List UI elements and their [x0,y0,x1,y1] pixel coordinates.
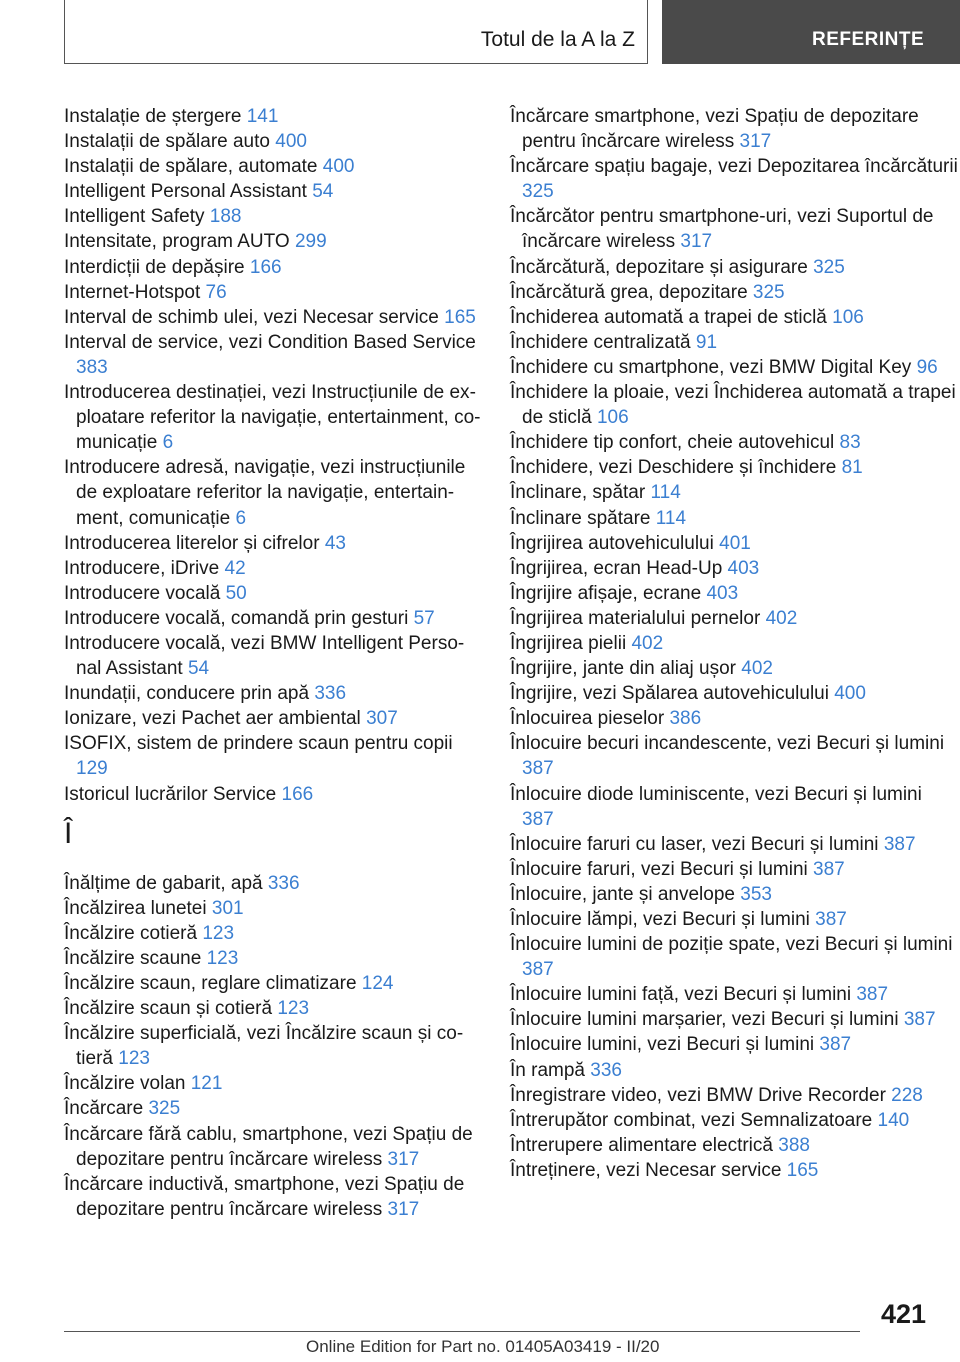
footer-edition: Online Edition for Part no. 01405A03419 - II/20 [306,1337,660,1356]
index-entry [510,330,958,355]
index-entry-page-link[interactable]: 76 [205,281,227,303]
index-entry-page-link[interactable]: 124 [361,973,394,994]
index-entry [64,971,482,996]
index-entry-text: Înlocuire lumini față, vezi Becuri și lumini [510,984,857,1006]
index-entry [64,946,482,971]
index-entry-text: Îngrijirea materialului pernelor [510,607,766,629]
index-entry-page-link[interactable]: 6 [235,507,247,529]
index-entry-page-link[interactable]: 387 [815,909,847,930]
index-entry-text: Înălțime de gabarit, apă [64,872,268,894]
index-entry-page-link[interactable]: 91 [695,331,718,353]
index-entry-page-link[interactable]: 42 [224,557,246,579]
index-entry-text: Înclinare, spătar [510,482,651,504]
index-entry-text: Interval de service, vezi Condition Based Service [64,331,476,353]
index-entry-page-link[interactable]: 387 [903,1009,936,1031]
index-entry-text: Îngrijirea, ecran Head-Up [510,557,728,579]
index-entry-text: Înlocuire lumini marșarier, vezi Becuri și lumini [510,1009,904,1031]
index-entry [510,882,958,907]
index-entry [510,255,958,280]
index-list-i-circumflex [64,871,482,1222]
index-column-right [510,104,958,1183]
index-entry-text: Înlocuire becuri incandescente, vezi Becuri și lumini [510,733,945,755]
index-entry-text: Închidere cu smartphone, vezi BMW Digital Key [510,356,917,378]
index-entry-text: Inundații, conducere prin apă [64,683,315,705]
index-entry-text: Închiderea automată a trapei de sticlă [510,306,833,328]
index-entry-text: Înlocuire lămpi, vezi Becuri și lumini [510,909,816,930]
index-entry-text: Încărcare spațiu bagaje, vezi Depozitarea încărcăturii [510,156,958,178]
index-entry-page-link[interactable]: 402 [741,658,773,680]
index-entry-page-link[interactable]: 388 [778,1134,810,1156]
index-entry-page-link[interactable]: 54 [312,181,334,203]
index-letter-heading: Î [64,816,73,850]
index-entry-text: Intelligent Personal Assistant [64,181,313,203]
index-entry-text: Introducerea literelor și cifrelor [64,532,325,554]
index-entry-page-link[interactable]: 383 [76,356,108,378]
index-entry-text: Încărcare [64,1098,149,1120]
index-list-i [64,104,482,807]
index-entry-page-link[interactable]: 123 [118,1048,150,1070]
index-entry [64,179,482,204]
index-entry-page-link[interactable]: 96 [916,356,938,378]
index-entry [64,896,482,921]
header-chapter-tab [662,0,960,64]
index-entry-page-link[interactable]: 325 [813,256,845,278]
index-entry-page-link[interactable]: 317 [680,231,713,253]
index-entry [64,330,482,380]
index-entry [64,631,482,681]
index-entry-text: Introducere vocală [64,582,226,604]
index-entry-text: Încălzire cotieră [64,922,203,944]
index-entry-text: Introducere vocală, vezi BMW Intelligent Personal Assistant [64,632,465,680]
index-entry [510,681,958,706]
index-entry-page-link[interactable]: 353 [740,883,772,905]
index-entry-page-link[interactable]: 317 [387,1148,420,1170]
index-entry [510,1007,958,1032]
index-entry [510,480,958,505]
index-entry [64,229,482,254]
index-entry [510,1158,958,1183]
chapter-tab-label: REFERINȚE [812,29,925,50]
index-entry [64,871,482,896]
index-entry-text: Interval de schimb ulei, vezi Necesar service [64,306,445,328]
index-entry-page-link[interactable]: 141 [246,106,279,127]
index-entry-page-link[interactable]: 129 [76,758,108,780]
index-entry-text: Intensitate, program AUTO [64,231,295,253]
index-entry [64,1172,482,1222]
index-entry-page-link[interactable]: 114 [650,482,681,504]
index-entry-text: Internet-Hotspot [64,281,206,303]
footer-divider [64,1331,860,1332]
index-entry [64,204,482,229]
index-entry-page-link[interactable]: 400 [275,131,307,153]
index-entry [64,782,482,807]
index-entry [510,430,958,455]
index-entry [64,1096,482,1121]
index-entry-page-link[interactable]: 299 [294,231,327,253]
index-entry-page-link[interactable]: 6 [162,432,174,454]
index-entry-page-link[interactable]: 57 [413,607,435,629]
index-entry-page-link[interactable]: 114 [655,507,687,529]
index-entry [64,921,482,946]
page-number: 421 [880,1299,926,1329]
index-entry-text: Încălzire superficială, vezi Încălzire scaun și cotieră [64,1023,464,1070]
index-entry [510,857,958,882]
index-entry [510,1058,958,1083]
index-entry-text: Introducere, iDrive [64,557,225,579]
index-entry-page-link[interactable]: 188 [209,206,242,228]
index-entry-page-link[interactable]: 123 [202,922,235,944]
index-entry [64,556,482,581]
index-entry [64,996,482,1021]
index-entry [510,581,958,606]
index-entry-page-link[interactable]: 83 [839,432,861,454]
index-entry [510,305,958,330]
index-entry [64,681,482,706]
index-entry-page-link[interactable]: 325 [752,281,785,303]
index-entry-text: Ionizare, vezi Pachet aer ambiental [64,708,367,730]
index-entry-text: Înlocuire diode luminiscente, vezi Becuri și lumini [510,783,922,805]
index-entry-text: Îngrijire, vezi Spălarea autovehiculului [510,683,835,705]
index-entry-text: Întreținere, vezi Necesar service [510,1159,787,1181]
header-section-box [64,0,648,64]
index-entry-page-link[interactable]: 402 [631,632,664,654]
index-entry-text: Închidere, vezi Deschidere și închidere [510,457,842,479]
index-entry-page-link[interactable]: 317 [387,1198,420,1220]
index-entry [510,556,958,581]
index-entry [510,832,958,857]
index-entry-text: Înregistrare video, vezi BMW Drive Recorder [510,1084,892,1106]
index-entry-text: Îngrijire, jante din aliaj ușor [510,658,742,680]
index-entry [510,631,958,656]
index-entry [510,932,958,982]
index-entry [64,581,482,606]
index-column-left [64,104,482,1222]
index-entry-page-link[interactable]: 387 [856,984,889,1006]
index-entry-text: Înlocuire lumini, vezi Becuri și lumini [510,1034,820,1056]
index-entry-page-link[interactable]: 166 [249,256,282,278]
index-entry-page-link[interactable]: 81 [841,457,863,479]
index-entry-text: În rampă [510,1059,591,1081]
index-entry-text: Înlocuire lumini de poziție spate, vezi Becuri și lumini [510,934,953,956]
index-entry [64,1071,482,1096]
index-entry [510,656,958,681]
index-entry-page-link[interactable]: 387 [813,858,845,880]
index-entry-page-link[interactable]: 336 [314,683,347,705]
index-entry-text: Încălzire scaun și cotieră [64,998,278,1020]
index-entry-page-link[interactable]: 387 [819,1034,852,1056]
index-entry [510,1032,958,1057]
index-entry-page-link[interactable]: 123 [277,998,310,1020]
index-entry-text: Încălzire volan [64,1073,191,1095]
index-entry [64,1122,482,1172]
index-entry-page-link[interactable]: 123 [206,947,239,969]
index-entry-page-link[interactable]: 401 [719,532,751,554]
index-entry-text: Instalații de spălare, automate [64,156,323,178]
index-entry-page-link[interactable]: 54 [187,658,210,680]
index-entry-text: Închidere tip confort, cheie autovehicul [510,432,840,454]
index-entry-text: Întrerupere alimentare electrică [510,1134,779,1156]
index-entry [510,706,958,731]
index-entry-page-link[interactable]: 387 [522,808,554,830]
index-entry [64,104,482,129]
index-entry-text: Încălzirea lunetei [64,897,212,919]
index-entry [510,355,958,380]
index-entry-text: Istoricul lucrărilor Service [64,783,282,805]
section-title: Totul de la A la Z [480,28,635,51]
index-entry-page-link[interactable]: 307 [366,708,398,730]
index-entry-text: Închidere centralizată [510,331,696,353]
index-entry-page-link[interactable]: 336 [267,872,300,894]
index-entry [64,129,482,154]
index-entry-text: Încărcare inductivă, smartphone, vezi Spațiu de depozitare pentru încărcare wireless [64,1173,465,1220]
index-entry [510,506,958,531]
index-entry [510,380,958,430]
index-entry [64,1021,482,1071]
index-entry-page-link[interactable]: 317 [739,131,772,153]
index-entry-text: Înlocuire faruri, vezi Becuri și lumini [510,858,814,880]
index-entry-page-link[interactable]: 386 [669,708,702,730]
index-entry [64,280,482,305]
index-entry [64,606,482,631]
index-entry-text: Înlocuire faruri cu laser, vezi Becuri și lumini [510,833,884,855]
index-entry-text: Închidere la ploaie, vezi Închiderea automată a trapei de sticlă [510,382,956,429]
index-entry [64,706,482,731]
index-entry-page-link[interactable]: 387 [883,833,916,855]
index-entry [64,305,482,330]
index-entry-page-link[interactable]: 165 [786,1159,819,1181]
index-entry-page-link[interactable]: 325 [522,181,554,203]
index-entry-text: Încărcător pentru smartphone-uri, vezi Suportul de încărcare wireless [510,206,934,253]
index-entry-text: Înlocuirea pieselor [510,708,670,730]
index-entry [64,731,482,781]
index-entry-text: Instalații de spălare auto [64,131,276,153]
index-entry-page-link[interactable]: 50 [225,582,247,604]
index-entry-page-link[interactable]: 43 [324,532,346,554]
index-entry-page-link[interactable]: 336 [590,1059,622,1081]
index-entry [510,154,958,204]
index-list-i-circumflex-cont [510,104,958,1183]
index-entry-text: Întrerupător combinat, vezi Semnalizatoare [510,1109,878,1131]
index-entry-page-link[interactable]: 106 [832,306,864,328]
index-entry [510,531,958,556]
index-entry [510,782,958,832]
index-entry-text: Încărcătură grea, depozitare [510,281,753,303]
index-entry-page-link[interactable]: 166 [281,783,314,805]
index-entry-page-link[interactable]: 301 [211,897,244,919]
index-entry-text: Înlocuire, jante și anvelope [510,883,741,905]
index-entry-text: Îngrijirea pielii [510,632,632,654]
index-entry-text: Înclinare spătare [510,507,656,529]
index-entry [510,1083,958,1108]
index-entry-text: Încălzire scaune [64,947,207,969]
index-entry-page-link[interactable]: 228 [891,1084,923,1106]
index-entry [64,455,482,530]
index-entry [64,255,482,280]
index-entry [510,731,958,781]
index-entry-page-link[interactable]: 165 [444,306,476,328]
index-entry-text: Încărcare fără cablu, smartphone, vezi Spațiu de depozitare pentru încărcare wireless [64,1123,473,1170]
index-entry [510,1108,958,1133]
index-entry-text: Interdicții de depășire [64,256,250,278]
index-entry-page-link[interactable]: 387 [522,959,554,981]
index-entry-text: Îngrijirea autovehiculului [510,532,720,554]
index-entry-page-link[interactable]: 121 [190,1073,223,1095]
index-entry-text: Introducerea destinației, vezi Instrucțiunile de exploatare referitor la navigație, entertainment, comunicație [64,382,481,454]
index-entry-page-link[interactable]: 140 [877,1109,910,1131]
index-entry-page-link[interactable]: 402 [765,607,798,629]
index-entry [510,280,958,305]
index-entry-page-link[interactable]: 387 [522,758,554,780]
index-entry-page-link[interactable]: 106 [596,407,629,429]
index-entry-page-link[interactable]: 400 [834,683,866,705]
index-entry-text: ISOFIX, sistem de prindere scaun pentru copii [64,733,453,755]
index-entry-text: Introducere adresă, navigație, vezi instrucțiunile de exploatare referitor la navigație, entertainment, comunicație [64,457,466,529]
index-entry [510,204,958,254]
index-entry [510,606,958,631]
index-entry-page-link[interactable]: 400 [322,156,355,178]
index-entry-text: Instalație de ștergere [64,106,247,127]
index-entry [64,380,482,455]
index-entry [510,982,958,1007]
index-entry-page-link[interactable]: 403 [706,582,739,604]
index-entry-text: Îngrijire afișaje, ecrane [510,582,707,604]
index-entry-text: Introducere vocală, comandă prin gesturi [64,607,414,629]
index-entry [510,455,958,480]
index-entry [510,104,958,154]
index-entry [64,154,482,179]
index-entry [510,907,958,932]
index-entry [510,1133,958,1158]
index-entry-text: Încărcare smartphone, vezi Spațiu de depozitare pentru încărcare wireless [510,106,919,153]
index-entry-text: Încălzire scaun, reglare climatizare [64,973,362,994]
index-entry-text: Intelligent Safety [64,206,210,228]
index-entry-page-link[interactable]: 325 [148,1098,181,1120]
index-entry-page-link[interactable]: 403 [727,557,760,579]
index-entry-text: Încărcătură, depozitare și asigurare [510,256,814,278]
index-entry [64,531,482,556]
